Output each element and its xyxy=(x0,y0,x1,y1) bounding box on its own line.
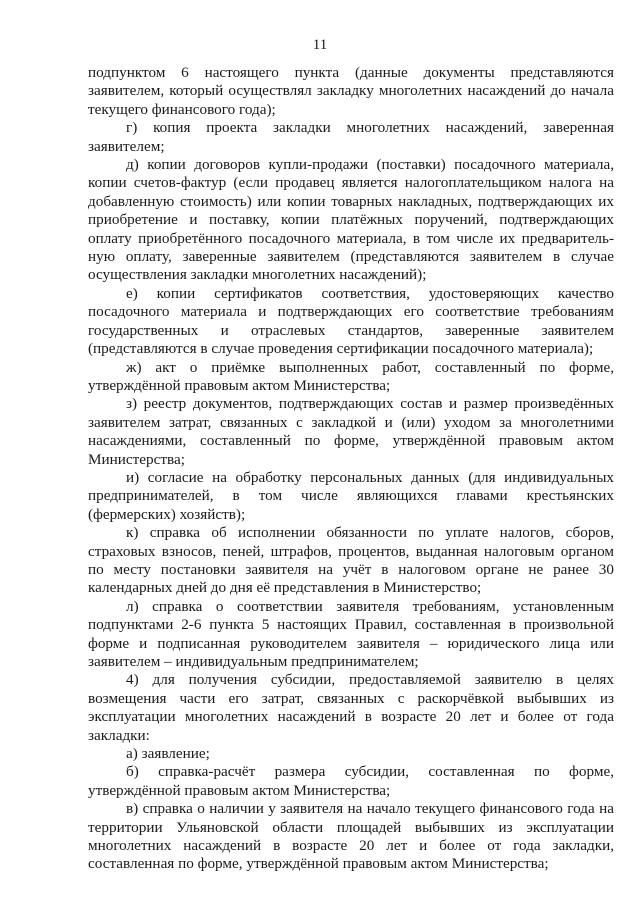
paragraph-item-l: л) справка о соответствии заявителя требованиям, установленным подпунктами 2-6 пункта 5 настоящих Правил, составленная в произвольной форме и подписанная руководителем заявителя – юридического лица или заявителем – индивидуальным предпринимателем; xyxy=(88,597,614,670)
paragraph-item-b: б) справка-расчёт размера субсидии, составленная по форме, утверждённой правовым актом Министерства; xyxy=(88,763,614,799)
paragraph-item-zh: ж) акт о приёмке выполненных работ, составленный по форме, утверждённой правовым актом Министерства; xyxy=(88,358,614,394)
paragraph-item-e: е) копии сертификатов соответствия, удостоверяющих качество посадочного материала и подтверждающих его соответствие требованиям государственных и отраслевых стандартов, заверенные заявителем (представляются в случае проведения сертификации посадочного материала); xyxy=(88,284,614,358)
document-body xyxy=(88,64,614,874)
paragraph-item-a: а) заявление; xyxy=(126,745,210,763)
paragraph-item-g: г) копия проекта закладки многолетних насаждений, заверенная заявителем; xyxy=(88,119,614,155)
paragraph-continuation: подпунктом 6 настоящего пункта (данные документы представляются заявителем, который осуществлял закладку многолетних насаждений до начала текущего финансового года); xyxy=(88,64,614,118)
paragraph-item-k: к) справка об исполнении обязанности по уплате налогов, сборов, страховых взносов, пеней, штрафов, процентов, выданная налоговым органом по месту постановки заявителя на учёт в налоговом органе не ранее 30 календарных дней до дня её представления в Министерство; xyxy=(88,524,614,597)
paragraph-item-d: д) копии договоров купли-продажи (поставки) посадочного материала, копии счетов-фактур (если продавец является налогоплательщиком налога на добавленную стоимость) или копии товарных накладных, подтверждающих их приобретение и поставку, копии платёжных поручений, подтверждающих оплату приобретённого посадочного материала, в том числе их предваритель-ную оплату, заверенные заявителем (представляются заявителем в случае осуществления закладки многолетних насаждений); xyxy=(88,156,614,284)
paragraph-item-z: з) реестр документов, подтверждающих состав и размер произведённых заявителем затрат, связанных с закладкой и (или) уходом за многолетними насаждениями, составленный по форме, утверждённой правовым актом Министерства; xyxy=(88,395,614,468)
page-number: 11 xyxy=(312,37,328,53)
paragraph-point-4: 4) для получения субсидии, предоставляемой заявителю в целях возмещения части его затрат, связанных с раскорчёвкой выбывших из эксплуатации многолетних насаждений в возрасте 20 лет и более от года закладки: xyxy=(88,671,614,744)
paragraph-item-i: и) согласие на обработку персональных данных (для индивидуальных предпринимателей, в том числе являющихся главами крестьянских (фермерских) хозяйств); xyxy=(88,468,614,523)
paragraph-item-v: в) справка о наличии у заявителя на начало текущего финансового года на территории Ульяновской области площадей выбывших из эксплуатации многолетних насаждений в возрасте 20 лет и более от года закладки, составленная по форме, утверждённой правовым актом Министерства; xyxy=(88,800,614,873)
